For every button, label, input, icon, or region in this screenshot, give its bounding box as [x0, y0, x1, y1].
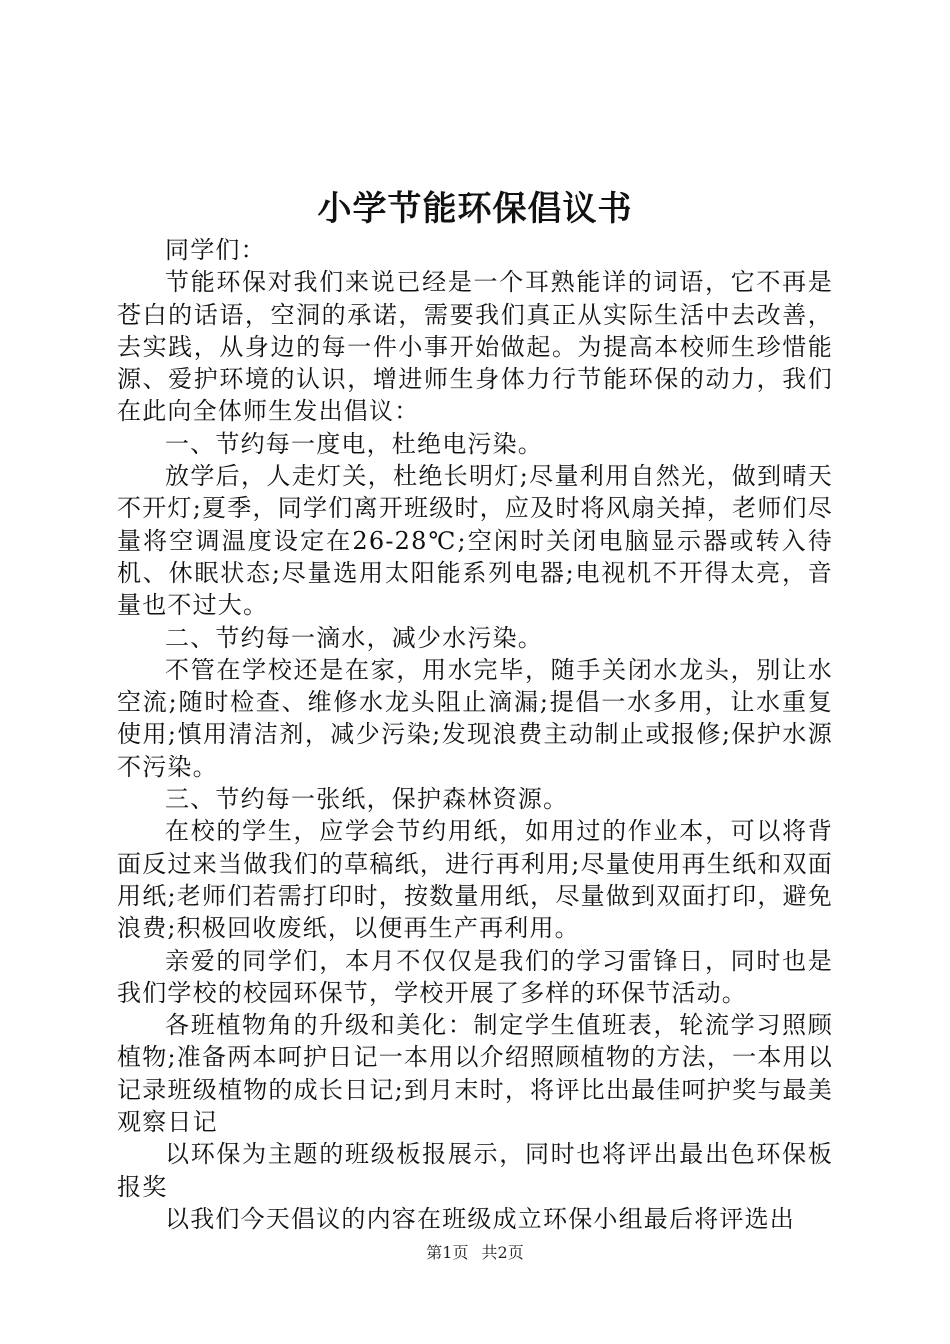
- page-footer: [0, 1242, 950, 1264]
- paragraph-water: 不管在学校还是在家，用水完毕，随手关闭水龙头，别让水空流;随时检查、维修水龙头阻止滴漏;提倡一水多用，让水重复使用;慎用清洁剂，减少污染;发现浪费主动制止或报修;保护水源不污染。: [117, 655, 833, 781]
- paragraph-eco-group: 以我们今天倡议的内容在班级成立环保小组最后将评选出: [165, 1204, 795, 1233]
- paragraph-plant-corner: 各班植物角的升级和美化：制定学生值班表，轮流学习照顾植物;准备两本呵护日记一本用以介绍照顾植物的方法，一本用以记录班级植物的成长日记;到月末时，将评比出最佳呵护奖与最美观察日记: [117, 1011, 833, 1137]
- document-title: 小学节能环保倡议书: [317, 189, 633, 229]
- paragraph-electricity: 放学后，人走灯关，杜绝长明灯;尽量利用自然光，做到晴天不开灯;夏季，同学们离开班级时，应及时将风扇关掉，老师们尽量将空调温度设定在26-28℃;空闲时关闭电脑显示器或转入待机、休眠状态;尽量选用太阳能系列电器;电视机不开得太亮，音量也不过大。: [117, 462, 833, 620]
- salutation: 同学们：: [165, 236, 266, 264]
- paragraph-paper: 在校的学生，应学会节约用纸，如用过的作业本，可以将背面反过来当做我们的草稿纸，进行再利用;尽量使用再生纸和双面用纸;老师们若需打印时，按数量用纸，尽量做到双面打印，避免浪费;积极回收废纸，以便再生产再利用。: [117, 817, 833, 943]
- paragraph-activities-intro: 亲爱的同学们，本月不仅仅是我们的学习雷锋日，同时也是我们学校的校园环保节，学校开展了多样的环保节活动。: [117, 946, 833, 1007]
- paragraph-blackboard: 以环保为主题的班级板报展示，同时也将评出最出色环保板报奖: [117, 1140, 833, 1201]
- section-heading-electricity: 一、节约每一度电，杜绝电污染。: [165, 429, 543, 458]
- page-number: 第1页: [426, 1243, 469, 1262]
- page-total: 共2页: [481, 1243, 524, 1262]
- document-body: [117, 234, 833, 1235]
- paragraph-intro: 节能环保对我们来说已经是一个耳熟能详的词语，它不再是苍白的话语，空洞的承诺，需要我们真正从实际生活中去改善，去实践，从身边的每一件小事开始做起。为提高本校师生珍惜能源、爱护环境的认识，增进师生身体力行节能环保的动力，我们在此向全体师生发出倡议：: [117, 268, 833, 426]
- section-heading-water: 二、节约每一滴水，减少水污染。: [165, 623, 543, 652]
- section-heading-paper: 三、节约每一张纸，保护森林资源。: [165, 785, 569, 814]
